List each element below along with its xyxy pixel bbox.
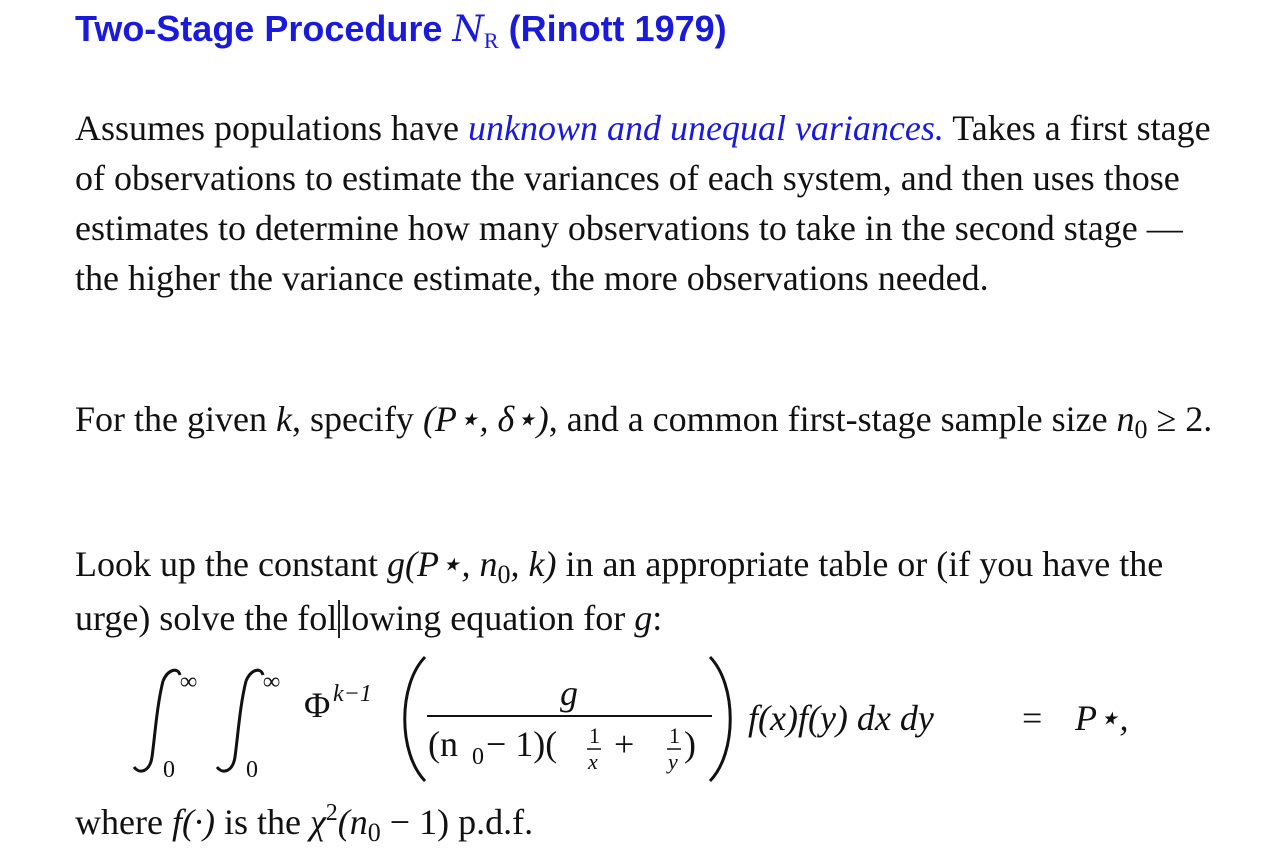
p3-g-tail: , k) [510, 544, 557, 584]
p3-text-c: : [652, 598, 663, 638]
paragraph-specify [75, 394, 1215, 448]
paragraph-lookup [75, 539, 1215, 643]
denominator-mid: − 1)( [486, 724, 558, 764]
integral-2-upper: ∞ [263, 669, 281, 695]
frac-y-numerator: 1 [669, 723, 680, 748]
plus-sign: + [614, 724, 635, 764]
p2-n: n [1116, 399, 1135, 439]
slide-title [75, 8, 727, 53]
title-tail: (Rinott 1979) [498, 8, 727, 49]
p1-text-a: Assumes populations have [75, 108, 468, 148]
text-cursor [338, 600, 340, 638]
phi-exponent: k−1 [333, 681, 372, 707]
denominator-right: ) [684, 724, 696, 764]
fraction-numerator: g [560, 673, 578, 713]
phi-symbol: Φ [304, 685, 331, 725]
p2-text-a: For the given [75, 399, 276, 439]
frac-y-denominator: y [668, 749, 678, 774]
integral-1-lower: 0 [163, 757, 175, 783]
p2-text-b: , specify [291, 399, 423, 439]
p4-args: (n [337, 802, 368, 842]
p2-text-c: , and a common first-stage sample size [548, 399, 1117, 439]
p3-text-b: in an appropriate table or (if you have the urge) solve the fol [75, 544, 1164, 638]
procedure-symbol: N [452, 9, 484, 50]
p4-args-subscript: 0 [367, 818, 381, 847]
procedure-symbol-subscript: R [483, 28, 499, 53]
frac-x-denominator: x [588, 749, 598, 774]
p1-text-b: Takes a first stage of observations to estimate the variances of each system, and then uses those estimates to determine how many observations to take in the second stage — the higher the variance estimate, the more observations needed. [75, 108, 1211, 298]
title-lead: Two-Stage Procedure [75, 8, 453, 49]
integral-1-upper: ∞ [180, 669, 198, 695]
integrand-tail: f(x)f(y) dx dy [748, 698, 934, 738]
p2-n-subscript: 0 [1134, 415, 1148, 444]
p4-f: f(·) [171, 802, 215, 842]
paragraph-where [75, 797, 1215, 852]
p2-text-d: ≥ 2. [1147, 399, 1213, 439]
p4-chi: χ [309, 802, 326, 842]
integral-2-lower: 0 [246, 757, 258, 783]
denominator-subscript: 0 [472, 744, 484, 770]
integral-sign-1 [134, 670, 180, 771]
p3-text-a: Look up the constant [75, 544, 387, 584]
equation-rhs: P⋆, [1075, 698, 1129, 738]
rinott-equation [0, 645, 1280, 795]
frac-x-numerator: 1 [589, 723, 600, 748]
p3-g: g [634, 598, 653, 638]
right-paren-big [710, 657, 730, 781]
p4-text-c: p.d.f. [449, 802, 534, 842]
p1-emphasis: unknown and unequal variances. [467, 108, 944, 148]
integral-sign-2 [217, 670, 263, 771]
p4-text-a: where [75, 802, 172, 842]
p4-text-b: is the [214, 802, 310, 842]
p2-k: k [275, 399, 292, 439]
left-paren-big [405, 657, 425, 781]
p3-g-subscript: 0 [497, 560, 511, 589]
equals-sign: = [1022, 698, 1043, 738]
p2-tuple: (P⋆, δ⋆) [422, 399, 549, 439]
p3-g-expr: g(P⋆, n [386, 544, 498, 584]
p4-args-tail: − 1) [380, 802, 450, 842]
p4-chi-sup: 2 [325, 800, 338, 826]
denominator-left: (n [428, 724, 458, 764]
p3-text-b2: lowing equation for [341, 598, 635, 638]
paragraph-assumptions [75, 103, 1215, 303]
